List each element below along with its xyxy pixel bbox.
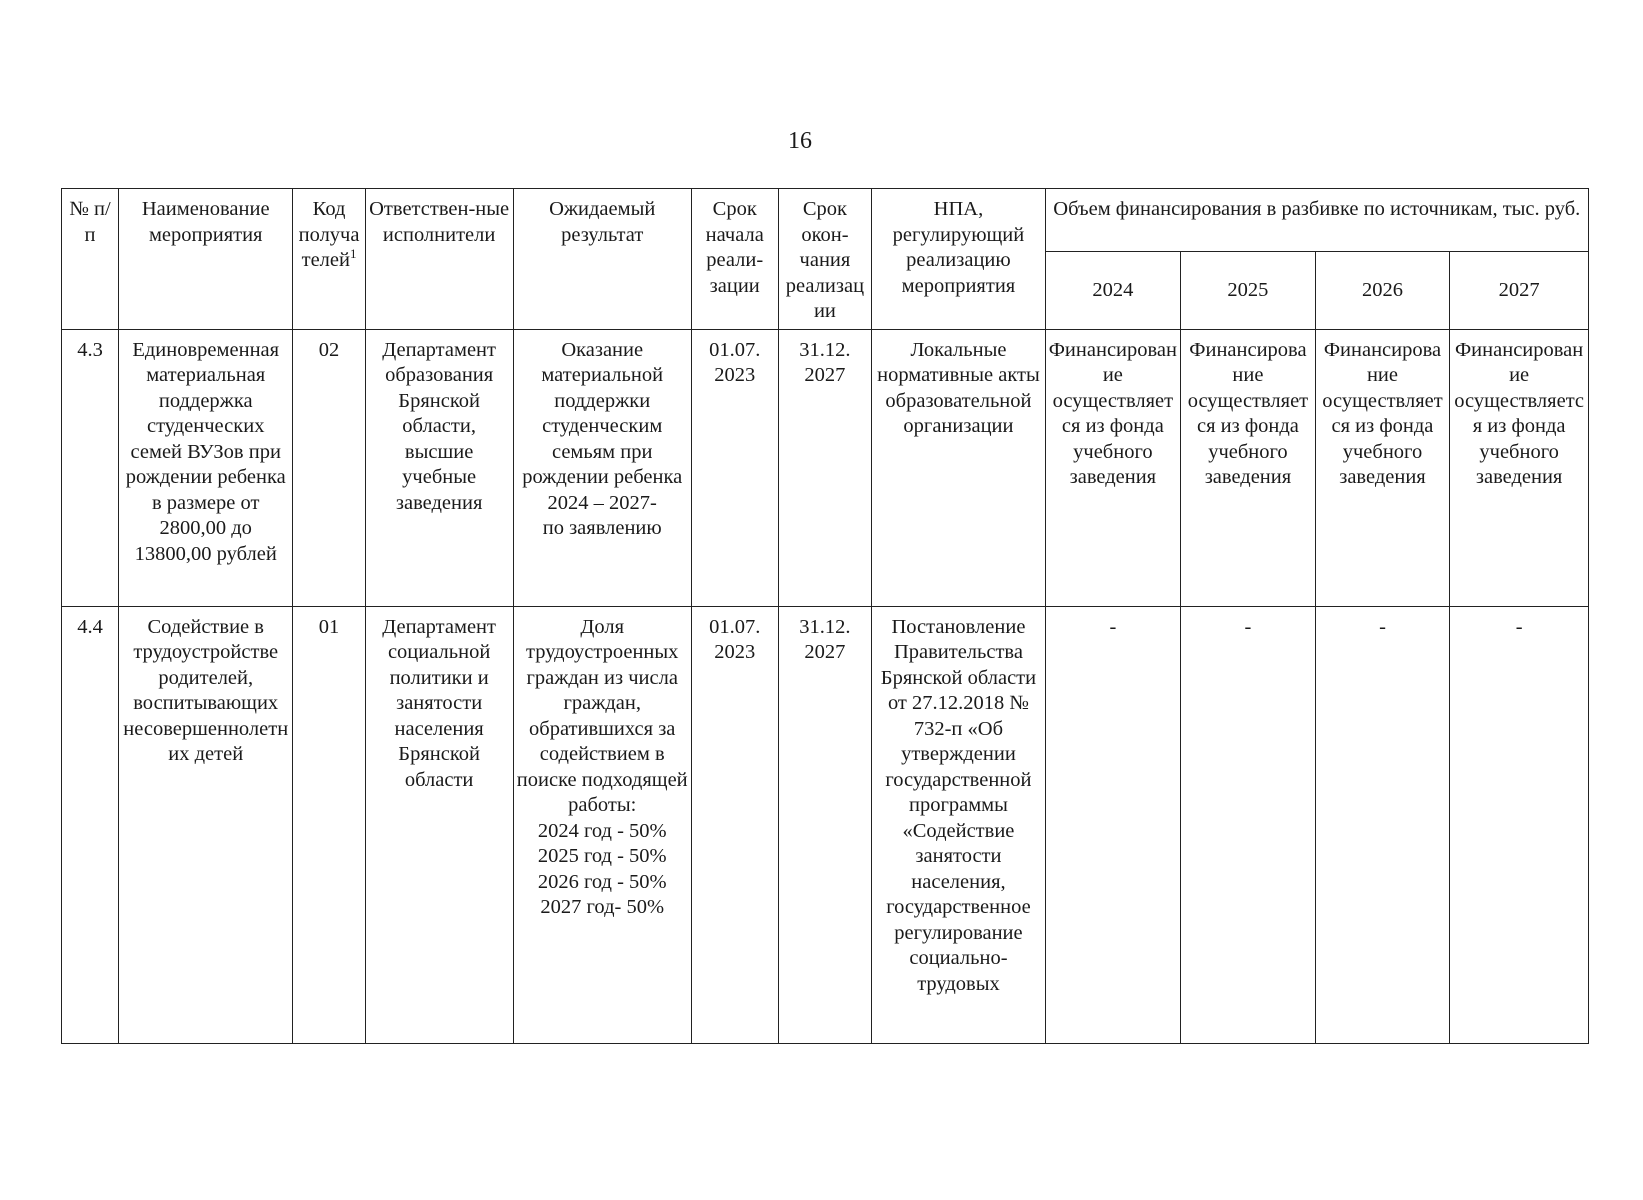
row-funding-2024: -: [1045, 606, 1181, 1043]
header-start: Срок начала реали-зации: [691, 189, 778, 330]
header-code-footnote: 1: [349, 246, 357, 262]
row-funding-2026: -: [1315, 606, 1450, 1043]
row-result: [513, 606, 691, 1043]
measures-table: [61, 188, 1589, 1044]
row-result-line: 2027 год- 50%: [540, 896, 665, 918]
header-year-2024: 2024: [1045, 252, 1181, 329]
row-executors: Департамент социальной политики и занятости населения Брянской области: [365, 606, 513, 1043]
row-result-line: 2024 год - 50%: [537, 819, 667, 842]
row-funding-2027: -: [1450, 606, 1589, 1043]
row-result-line: 2026 год - 50%: [537, 870, 667, 893]
row-result-line: 2025 год - 50%: [537, 845, 667, 867]
row-num: 4.4: [62, 606, 119, 1043]
row-result-line: 2024 – 2027-: [547, 491, 657, 514]
row-result-line: Доля трудоустроенных граждан из числа граждан, обратившихся за содействием в поиске подходящей работы:: [516, 615, 688, 816]
row-funding-2026: Финансирование осуществляется из фонда учебного заведения: [1315, 329, 1450, 606]
header-row: [62, 189, 1589, 252]
row-funding-2025: Финансирование осуществляется из фонда учебного заведения: [1181, 329, 1316, 606]
header-code: [293, 189, 365, 330]
header-code-text: Код получателей: [298, 198, 360, 271]
header-end: Срок окон-чания реализации: [778, 189, 872, 330]
page-number: 16: [788, 128, 812, 154]
row-result: [513, 329, 691, 606]
row-start: 01.07. 2023: [691, 606, 778, 1043]
row-funding-2024: Финансирование осуществляется из фонда учебного заведения: [1045, 329, 1181, 606]
row-name: Содействие в трудоустройстве родителей, воспитывающих несовершеннолетних детей: [119, 606, 293, 1043]
row-executors: Департамент образования Брянской области, высшие учебные заведения: [365, 329, 513, 606]
row-npa: Локальные нормативные акты образовательной организации: [872, 329, 1045, 606]
row-end: 31.12. 2027: [778, 329, 872, 606]
header-executors: Ответствен-ные исполнители: [365, 189, 513, 330]
row-code: 02: [293, 329, 365, 606]
table-row: [62, 606, 1589, 1043]
row-funding-2027: Финансирование осуществляется из фонда учебного заведения: [1450, 329, 1589, 606]
header-funding: Объем финансирования в разбивке по источникам, тыс. руб.: [1045, 189, 1588, 252]
row-result-line: Оказание материальной поддержки студенческим семьям при рождении ребенка: [522, 338, 683, 488]
row-num: 4.3: [62, 329, 119, 606]
row-npa: Постановление Правительства Брянской области от 27.12.2018 № 732-п «Об утверждении государственной программы «Содействие занятости населения, государственное регулирование социально-трудовых: [872, 606, 1045, 1043]
row-start: 01.07. 2023: [691, 329, 778, 606]
row-result-line: по заявлению: [542, 517, 662, 539]
header-year-2026: 2026: [1315, 252, 1450, 329]
header-year-2027: 2027: [1450, 252, 1589, 329]
header-name: Наименование мероприятия: [119, 189, 293, 330]
header-year-2025: 2025: [1181, 252, 1316, 329]
table-row: [62, 329, 1589, 606]
row-name: Единовременная материальная поддержка студенческих семей ВУЗов при рождении ребенка в размере от 2800,00 до 13800,00 рублей: [119, 329, 293, 606]
header-result: Ожидаемый результат: [513, 189, 691, 330]
row-end: 31.12. 2027: [778, 606, 872, 1043]
row-funding-2025: -: [1181, 606, 1316, 1043]
header-npa: НПА, регулирующий реализацию мероприятия: [872, 189, 1045, 330]
header-num: № п/п: [62, 189, 119, 330]
row-code: 01: [293, 606, 365, 1043]
